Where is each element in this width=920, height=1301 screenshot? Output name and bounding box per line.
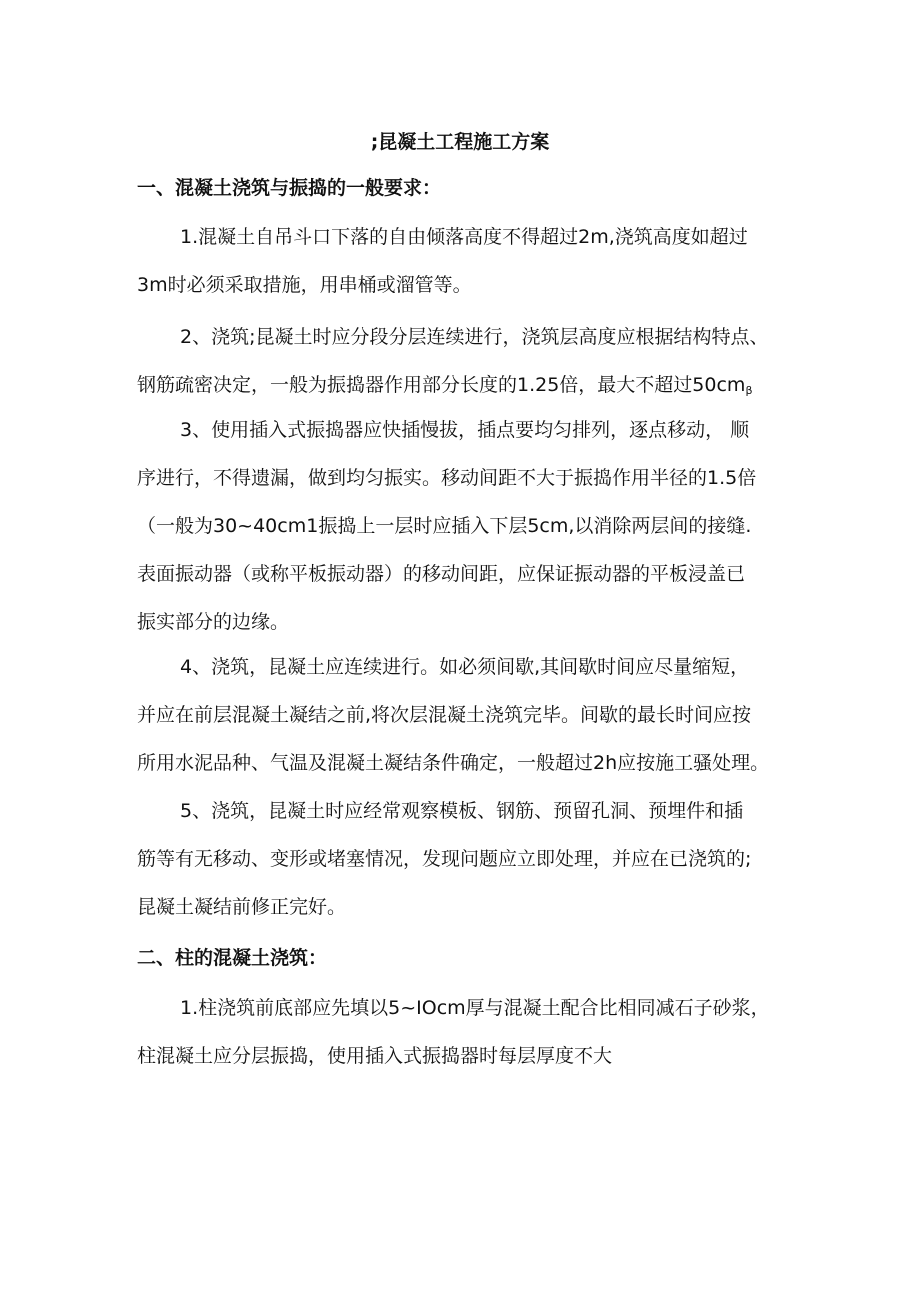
paragraph-2-1	[137, 984, 797, 1080]
subscript-mark: β	[745, 384, 753, 397]
paragraph-1-5	[137, 787, 797, 931]
paragraph-1-2	[137, 313, 797, 409]
paragraph-text: 钢筋疏密决定，一般为振捣器作用部分长度的1.25倍，最大不超过50cm	[137, 374, 746, 396]
paragraph-1-4	[137, 643, 797, 787]
paragraph-line: 1.柱浇筑前底部应先填以5~IOcm厚与混凝土配合比相同减石子砂浆，	[180, 997, 770, 1019]
paragraph-line: 5、浇筑，昆凝土时应经常观察模板、钢筋、预留孔洞、预埋件和插	[180, 800, 744, 822]
section-heading-2: 二、柱的混凝土浇筑：	[137, 947, 328, 969]
paragraph-line: 筋等有无移动、变形或堵塞情况，发现问题应立即处理，并应在已浇筑的;	[137, 848, 752, 870]
paragraph-line: 振实部分的边缘。	[137, 611, 290, 633]
paragraph-line: 3、使用插入式振捣器应快插慢拔，插点要均匀排列，逐点移动， 顺	[180, 419, 750, 441]
section-heading-1: 一、混凝土浇筑与振捣的一般要求：	[137, 177, 442, 199]
paragraph-1-3	[137, 406, 797, 646]
paragraph-line: 1.混凝土自吊斗口下落的自由倾落高度不得超过2m,浇筑高度如超过	[180, 226, 748, 248]
paragraph-line: 所用水泥品种、气温及混凝土凝结条件确定，一般超过2h应按施工骚处理。	[137, 752, 770, 774]
paragraph-line: 序进行，不得遗漏，做到均匀振实。移动间距不大于振捣作用半径的1.5倍	[137, 467, 757, 489]
paragraph-line: （一般为30~40cm1振捣上一层时应插入下层5cm,以消除两层间的接缝.	[137, 515, 752, 537]
paragraph-line: 柱混凝土应分层振捣，使用插入式振捣器时每层厚度不大	[137, 1045, 613, 1067]
paragraph-line	[137, 361, 797, 409]
paragraph-line: 表面振动器（或称平板振动器）的移动间距，应保证振动器的平板浸盖已	[137, 563, 746, 585]
paragraph-line: 3m时必须采取措施，用串桶或溜管等。	[137, 274, 472, 296]
document-title: ;昆凝土工程施工方案	[370, 131, 550, 153]
paragraph-line: 4、浇筑，昆凝土应连续进行。如必须间歇,其间歇时间应尽量缩短，	[180, 656, 750, 678]
paragraph-line: 并应在前层混凝土凝结之前,将次层混凝土浇筑完毕。间歇的最长时间应按	[137, 704, 752, 726]
paragraph-1-1	[137, 213, 797, 309]
paragraph-line: 昆凝土凝结前修正完好。	[137, 896, 347, 918]
paragraph-line: 2、浇筑;昆凝土时应分段分层连续进行，浇筑层高度应根据结构特点、	[180, 326, 769, 348]
